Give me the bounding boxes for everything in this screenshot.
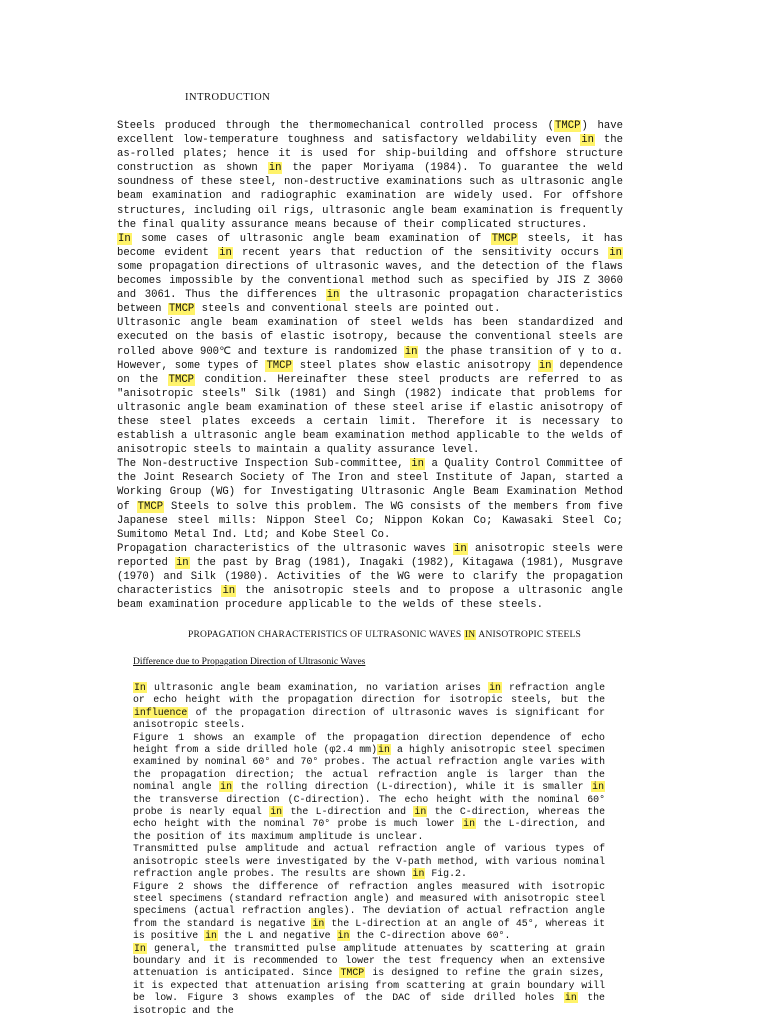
highlight-term: in [268, 162, 282, 175]
highlight-term: influence [134, 706, 188, 718]
highlight-term: in [270, 806, 283, 818]
highlight-term: in [592, 781, 604, 793]
highlight-term: in [222, 585, 236, 598]
section-paragraph-1: In ultrasonic angle beam examination, no variation arises in refraction angle or echo height with the propagation direction for isotropic steels, but the influence of the propagation direction of ultrasonic waves is significant for anisotropic steels. [133, 682, 605, 731]
highlight-term: in [414, 806, 427, 818]
highlight-term: in [463, 818, 476, 830]
introduction-body [117, 119, 623, 612]
highlight-term: In [134, 942, 146, 954]
highlight-term: In [118, 232, 131, 245]
highlight-term: in [219, 246, 232, 259]
subsection-heading: Difference due to Propagation Direction of Ultrasonic Waves [133, 657, 366, 667]
intro-paragraph-4: The Non-destructive Inspection Sub-committee, in a Quality Control Committee of the Joint Research Society of The Iron and steel Institute of Japan, started a Working Group (WG) for Investigating Ultrasonic Angle Beam Examination Method of TMCP Steels to solve this problem. The WG consists of the members from five Japanese steel mills: Nippon Steel Co; Nippon Kokan Co; Kawasaki Steel Co; Sumitomo Metal Ind. Ltd; and Kobe Steel Co. [117, 458, 624, 541]
section-body [133, 682, 605, 1017]
highlight-term: TMCP [137, 500, 164, 513]
highlight-term: in [538, 359, 552, 372]
highlight-term: TMCP [340, 967, 365, 979]
highlight-term: in [205, 930, 217, 942]
highlight-term: in [581, 134, 594, 147]
highlight-term: in [404, 345, 418, 358]
section-heading: PROPAGATION CHARACTERISTICS OF ULTRASONIC WAVES IN ANISOTROPIC STEELS [188, 630, 581, 640]
highlight-term: in [337, 930, 350, 942]
highlight-term: TMCP [168, 303, 195, 316]
section-paragraph-4: Figure 2 shows the difference of refraction angles measured with isotropic steel specimens (standard refraction angle) and measured with anisotropic steel specimens (actual refraction angles). The deviation of actual refraction angle from the standard is negative in the L-direction at an angle of 45°, whereas it is positive in the L and negative in the C-direction above 60°. [133, 880, 605, 942]
highlight-term: TMCP [266, 359, 292, 372]
highlight-term: IN [464, 630, 476, 640]
highlight-term: In [134, 682, 146, 693]
highlight-term: in [411, 458, 424, 471]
highlight-term: in [454, 542, 467, 555]
highlight-term: in [609, 246, 623, 259]
intro-paragraph-3: Ultrasonic angle beam examination of steel welds has been standardized and executed on the basis of elastic isotropy, because the conventional steels are rolled above 900℃ and texture is randomized in the phase transition of γ to α. However, some types of TMCP steel plates show elastic anisotropy in dependence on the TMCP condition. Hereinafter these steel products are referred to as "anisotropic steels" Silk (1981) and Singh (1982) indicate that problems for ultrasonic angle beam examination of these steel arise if elastic anisotropy of these steel plates exceeds a certain limit. Therefore it is necessary to establish a ultrasonic angle beam examination method applicable to the welds of anisotropic steels to maintain a quality assurance level. [117, 317, 624, 457]
highlight-term: in [312, 917, 325, 929]
highlight-term: in [564, 992, 577, 1004]
section-paragraph-3: Transmitted pulse amplitude and actual refraction angle of various types of anisotropic steels were investigated by the V-path method, with various nominal refraction angle probes. The results are shown in Fig.2. [133, 843, 605, 880]
intro-paragraph-5: Propagation characteristics of the ultrasonic waves in anisotropic steels were reported in the past by Brag (1981), Inagaki (1982), Kitagawa (1981), Musgrave (1970) and Silk (1980). Activities of the WG were to clarify the propagation characteristics in the anisotropic steels and to propose a ultrasonic angle beam examination procedure applicable to the welds of these steels. [117, 542, 623, 612]
highlight-term: in [220, 781, 233, 793]
highlight-term: TMCP [555, 120, 581, 132]
intro-paragraph-2: In some cases of ultrasonic angle beam examination of TMCP steels, it has become evident in recent years that reduction of the sensitivity occurs in some propagation directions of ultrasonic waves, and the detection of the flaws becomes impossible by the conventional method such as specified by JIS Z 3060 and 3061. Thus the differences in the ultrasonic propagation characteristics between TMCP steels and conventional steels are pointed out. [117, 232, 623, 316]
intro-paragraph-1: Steels produced through the thermomechanical controlled process (TMCP) have excellent low-temperature toughness and satisfactory weldability even in the as-rolled plates; hence it is used for ship-building and offshore structure construction as shown in the paper Moriyama (1984). To guarantee the weld soundness of these steel, non-destructive examinations such as ultrasonic angle beam examination and radiographic examination are widely used. For offshore structures, including oil rigs, ultrasonic angle beam examination is frequently the final quality assurance means because of their complicated structures. [117, 120, 624, 231]
section-paragraph-5: In general, the transmitted pulse amplitude attenuates by scattering at grain boundary and it is recommended to lower the test frequency when an extensive attenuation is anticipated. Since TMCP is designed to refine the grain sizes, it is expected that attenuation arising from scattering at grain boundary will be low. Figure 3 shows examples of the DAC of side drilled holes in the isotropic and the [133, 942, 606, 1016]
highlight-term: in [326, 289, 340, 302]
highlight-term: in [175, 556, 189, 569]
highlight-term: in [412, 868, 425, 880]
highlight-term: in [489, 682, 501, 693]
highlight-term: TMCP [491, 232, 518, 245]
highlight-term: in [378, 744, 390, 756]
section-paragraph-2: Figure 1 shows an example of the propagation direction dependence of echo height from a side drilled hole (φ2.4 mm)in a highly anisotropic steel specimen examined by nominal 60° and 70° probes. The actual refraction angle varies with the propagation direction; the actual refraction angle is larger than the nominal angle in the rolling direction (L-direction), while it is smaller in the transverse direction (C-direction). The echo height with the nominal 60° probe is nearly equal in the L-direction and in the C-direction, whereas the echo height with the nominal 70° probe is much lower in the L-direction, and the position of its maximum amplitude is unclear. [133, 731, 606, 842]
introduction-heading: INTRODUCTION [185, 92, 271, 103]
highlight-term: TMCP [168, 373, 195, 386]
